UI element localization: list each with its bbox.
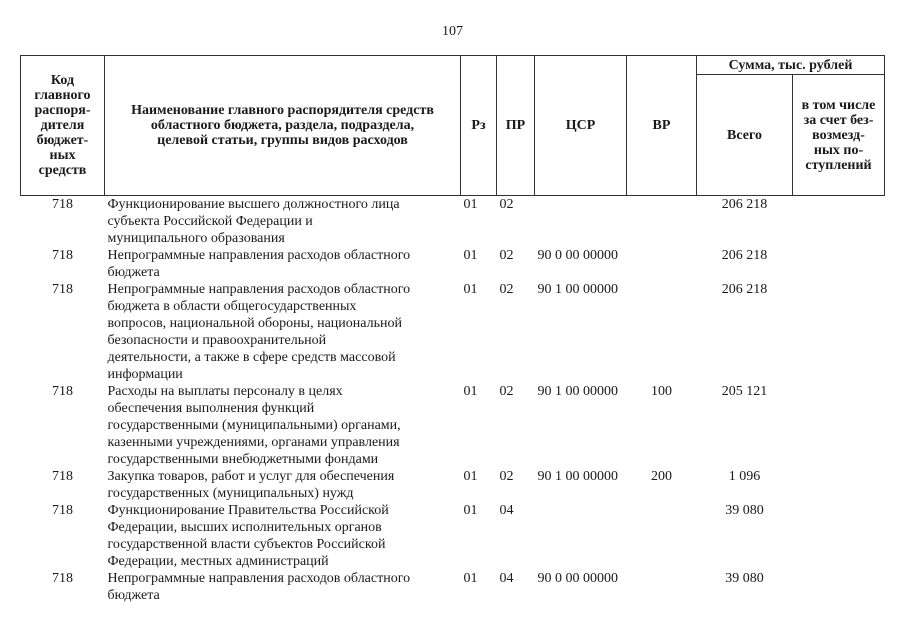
row-csr: 90 1 00 00000 — [537, 384, 618, 399]
row-rz: 01 — [463, 248, 478, 263]
row-name: Расходы на выплаты персоналу в целях обеспечения выполнения функций государственными (муниципальными) органами, казенными учреждениями, органами управления государственными внебюджетными фондами — [107, 384, 401, 467]
row-vr: 200 — [651, 469, 672, 484]
table-row — [21, 502, 885, 570]
row-code: 718 — [52, 384, 73, 399]
budget-table — [20, 55, 885, 604]
table-body — [21, 196, 885, 605]
header-rz: Рз — [461, 56, 497, 196]
row-csr — [535, 196, 627, 248]
row-pr: 02 — [499, 197, 514, 212]
row-csr: 90 0 00 00000 — [537, 248, 618, 263]
row-code: 718 — [52, 197, 73, 212]
row-total: 1 096 — [728, 469, 761, 484]
row-rz: 01 — [463, 469, 478, 484]
header-sum-title: Сумма, тыс. рублей — [697, 56, 885, 75]
row-name: Функционирование Правительства Российской Федерации, высших исполнительных органов государственной власти субъектов Российской Федерации, местных администраций — [107, 503, 389, 569]
table-row — [21, 383, 885, 468]
row-incl — [793, 281, 885, 383]
table-row — [21, 468, 885, 502]
table-header — [21, 56, 885, 196]
row-incl — [793, 196, 885, 248]
header-name: Наименование главного распорядителя средств областного бюджета, раздела, подраздела, целевой статьи, группы видов расходов — [105, 56, 461, 196]
table-row — [21, 196, 885, 248]
header-sum-total: Всего — [697, 75, 793, 196]
table-row — [21, 247, 885, 281]
row-total: 205 121 — [721, 384, 768, 399]
row-rz: 01 — [463, 503, 478, 518]
row-name: Функционирование высшего должностного лица субъекта Российской Федерации и муниципального образования — [107, 197, 400, 246]
page-number: 107 — [442, 24, 463, 39]
row-total: 206 218 — [721, 248, 768, 263]
row-csr — [535, 502, 627, 570]
header-code: Код главного распоря- дителя бюджет- ных средств — [21, 56, 105, 196]
row-pr: 02 — [499, 384, 514, 399]
row-code: 718 — [52, 571, 73, 586]
row-name: Непрограммные направления расходов областного бюджета — [107, 571, 411, 603]
row-vr — [627, 570, 697, 604]
row-total: 39 080 — [725, 571, 764, 586]
row-pr: 02 — [499, 282, 514, 297]
row-rz: 01 — [463, 571, 478, 586]
budget-table-container — [20, 55, 884, 640]
row-incl — [793, 570, 885, 604]
header-sum-incl: в том числе за счет без- возмезд- ных по- ступлений — [793, 75, 885, 196]
row-incl — [793, 468, 885, 502]
row-csr: 90 0 00 00000 — [537, 571, 618, 586]
row-vr — [627, 247, 697, 281]
table-row — [21, 281, 885, 383]
row-total: 206 218 — [721, 197, 768, 212]
row-code: 718 — [52, 248, 73, 263]
row-total: 206 218 — [721, 282, 768, 297]
row-pr: 02 — [499, 469, 514, 484]
row-vr — [627, 281, 697, 383]
row-rz: 01 — [463, 384, 478, 399]
header-pr: ПР — [497, 56, 535, 196]
row-pr: 02 — [499, 248, 514, 263]
row-incl — [793, 383, 885, 468]
row-name: Непрограммные направления расходов областного бюджета — [107, 248, 411, 280]
row-incl — [793, 502, 885, 570]
table-row — [21, 570, 885, 604]
row-code: 718 — [52, 282, 73, 297]
header-csr: ЦСР — [535, 56, 627, 196]
row-csr: 90 1 00 00000 — [537, 469, 618, 484]
row-rz: 01 — [463, 197, 478, 212]
header-vr: ВР — [627, 56, 697, 196]
row-code: 718 — [52, 469, 73, 484]
row-name: Закупка товаров, работ и услуг для обеспечения государственных (муниципальных) нужд — [107, 469, 395, 501]
row-csr: 90 1 00 00000 — [537, 282, 618, 297]
row-total: 39 080 — [725, 503, 764, 518]
row-incl — [793, 247, 885, 281]
row-name: Непрограммные направления расходов областного бюджета в области общегосударственных вопросов, национальной обороны, национальной безопасности и правоохранительной деятельности, а также в сфере средств массовой информации — [107, 282, 411, 382]
row-vr — [627, 196, 697, 248]
row-vr: 100 — [651, 384, 672, 399]
row-code: 718 — [52, 503, 73, 518]
row-rz: 01 — [463, 282, 478, 297]
row-pr: 04 — [499, 503, 514, 518]
row-pr: 04 — [499, 571, 514, 586]
row-vr — [627, 502, 697, 570]
